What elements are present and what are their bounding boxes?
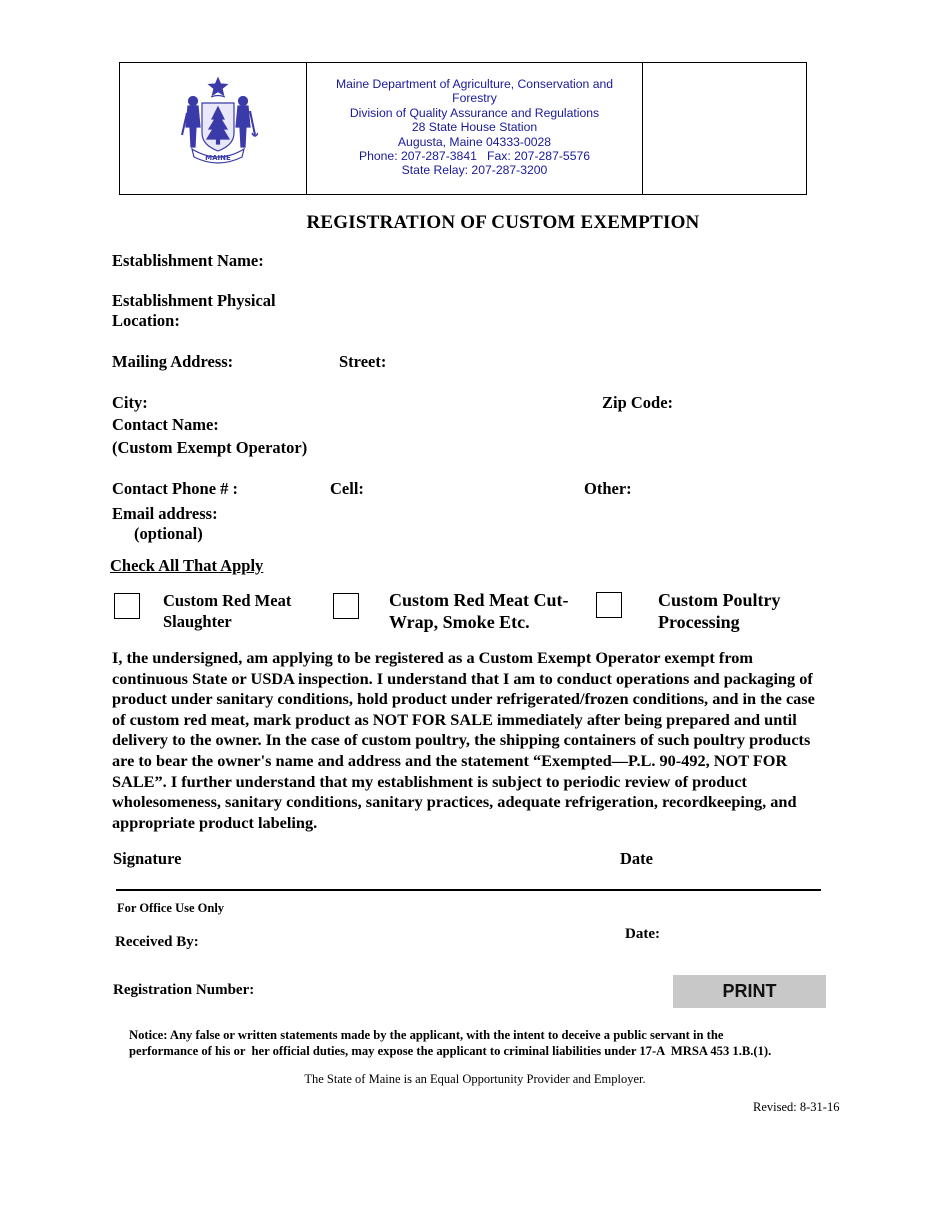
letterhead — [119, 62, 807, 195]
signature-date-label: Date — [620, 849, 653, 868]
city-label: City: — [112, 393, 148, 412]
office-use-heading: For Office Use Only — [117, 901, 225, 915]
agency-line: Maine Department of Agriculture, Conservation and — [335, 77, 614, 91]
equal-opportunity-statement: The State of Maine is an Equal Opportunity Provider and Employer. — [304, 1072, 646, 1086]
physical-location-label-1: Establishment Physical — [112, 291, 276, 310]
signature-line — [116, 889, 821, 891]
option-line: Custom Red Meat — [163, 591, 292, 610]
print-button[interactable]: PRINT — [673, 975, 826, 1008]
contact-name-label: Contact Name: — [112, 415, 219, 434]
option-label — [658, 589, 781, 633]
notice-line: performance of his or her official duties, may expose the applicant to criminal liabilities under 17-A MRSA 453 1.B.(1). — [129, 1044, 772, 1058]
declaration-text: I, the undersigned, am applying to be registered as a Custom Exempt Operator exempt from continuous State or USDA inspection. I understand that I am to conduct operations and packaging of product under sanitary conditions, hold product under refrigerated/frozen conditions, and in the case of custom red meat, mark product as NOT FOR SALE immediately after being prepared and until delivery to the owner. In the case of custom poultry, the shipping containers of such poultry products are to bear the owner's name and address and the statement “Exempted—P.L. 90-492, NOT FOR SALE”. I further understand that my establishment is subject to periodic review of product wholesomeness, sanitary conditions, sanitary practices, adequate refrigeration, recordkeeping, and appropriate product labeling. — [112, 648, 815, 832]
street-label: Street: — [339, 352, 387, 371]
custom-red-meat-cut-wrap-checkbox[interactable] — [333, 593, 359, 619]
agency-address — [307, 63, 643, 194]
option-line: Slaughter — [163, 612, 232, 631]
cell-label: Cell: — [330, 479, 364, 498]
establishment-name-label: Establishment Name: — [112, 251, 264, 270]
zip-code-label: Zip Code: — [602, 393, 674, 412]
agency-line: Phone: 207-287-3841 Fax: 207-287-5576 — [358, 149, 591, 164]
custom-poultry-processing-checkbox[interactable] — [596, 592, 622, 618]
option-label — [163, 590, 291, 632]
option-line: Custom Poultry — [658, 590, 781, 610]
seal-text: MAINE — [205, 154, 231, 162]
notice-line: Notice: Any false or written statements made by the applicant, with the intent to deceive a public servant in the — [129, 1028, 724, 1042]
signature-label: Signature — [113, 849, 182, 868]
received-by-label: Received By: — [115, 934, 199, 950]
seal-cell — [120, 63, 307, 194]
option-line: Processing — [658, 612, 740, 632]
email-label: Email address: — [112, 504, 218, 523]
option-line: Custom Red Meat Cut- — [389, 590, 569, 610]
option-line: Wrap, Smoke Etc. — [389, 612, 530, 632]
agency-line: Division of Quality Assurance and Regulations — [349, 105, 600, 120]
agency-line: 28 State House Station — [411, 120, 538, 135]
office-date-label: Date: — [625, 926, 660, 942]
agency-line: Forestry — [452, 91, 497, 106]
agency-line: State Relay: 207-287-3200 — [401, 163, 548, 178]
legal-notice — [129, 1027, 829, 1059]
check-all-heading: Check All That Apply — [110, 556, 264, 575]
mailing-address-label: Mailing Address: — [112, 352, 234, 371]
physical-location-label-2: Location: — [112, 311, 180, 330]
revision-date: Revised: 8-31-16 — [753, 1100, 840, 1114]
registration-number-label: Registration Number: — [113, 982, 255, 998]
contact-phone-label: Contact Phone # : — [112, 479, 239, 498]
custom-exempt-operator-label: (Custom Exempt Operator) — [112, 438, 308, 457]
maine-state-seal-icon — [178, 75, 258, 167]
custom-red-meat-slaughter-checkbox[interactable] — [114, 593, 140, 619]
option-label — [389, 589, 568, 633]
agency-line: Augusta, Maine 04333-0028 — [397, 134, 552, 149]
other-phone-label: Other: — [584, 479, 632, 498]
form-title: REGISTRATION OF CUSTOM EXEMPTION — [306, 212, 700, 233]
email-optional-label: (optional) — [134, 524, 203, 543]
